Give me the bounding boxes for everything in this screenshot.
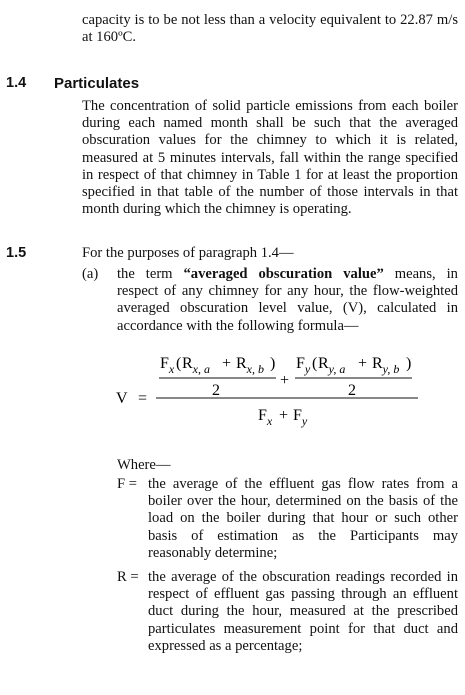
formula-r-ya [318,355,345,376]
r-symbol: R [236,355,247,372]
section-1-4-number: 1.4 [6,75,27,91]
formula-f-y [296,355,311,376]
r-symbol: R [318,355,329,372]
formula-r-yb [372,355,399,376]
r-xa-subscript: x, a [192,362,210,376]
f-x-subscript: x [168,362,175,376]
item-a-text [117,266,458,335]
item-a-text-before: the term [117,266,184,282]
formula-equals: = [138,390,148,407]
formula-denom-f-x [258,407,273,428]
formula-open-paren-1: ( [176,355,182,372]
formula-denominator-1: 2 [212,382,220,399]
item-a-text-after: means, in respect of any chimney for any hour, the flow-weighted averaged obscuration level value, (V), calculated in accordance with the following formula— [117,266,458,334]
r-yb-subscript: y, b [382,362,400,376]
section-1-5-intro: For the purposes of paragraph 1.4— [82,245,294,261]
section-1-5-number: 1.5 [6,245,27,261]
where-label: Where— [117,457,171,473]
formula-close-paren-2: ) [406,355,412,372]
f-symbol: F [258,407,267,424]
averaged-obscuration-formula [112,340,442,440]
definition-r-term: R = [117,569,139,585]
f-symbol: F [293,407,302,424]
formula-close-paren-1: ) [270,355,276,372]
formula-r-xb [236,355,264,376]
formula-plus-inner-1: + [222,355,232,372]
item-a-term: “averaged obscuration value” [183,266,384,282]
formula-open-paren-2: ( [312,355,318,372]
formula-plus-middle: + [280,372,290,389]
formula-denom-plus: + [279,407,289,424]
section-1-4-title: Particulates [54,75,140,92]
section-1-4-body: The concentration of solid particle emissions from each boiler during each named month shall be such that the averaged obscuration values for the chimney to which it is related, measured at 5 minutes intervals, fall within the range specified in respect of that chimney in Table 1 for at least the proportion specified in that table of the number of those intervals in that month during which the chimney is operating. [82,98,458,218]
definition-f-term: F = [117,476,137,492]
formula-denominator-2: 2 [348,382,356,399]
formula-svg [112,340,442,440]
f-symbol: F [160,355,169,372]
definition-f-text: the average of the effluent gas flow rates from a boiler over the hour, determined on the basis of the load on the boiler during that hour or such other basis of estimation as the Participants may reasonably determine; [148,476,458,561]
item-a-marker: (a) [82,266,99,282]
r-ya-subscript: y, a [328,362,346,376]
formula-lhs: V [116,390,128,407]
r-symbol: R [372,355,383,372]
denom-f-y-subscript: y [301,414,308,428]
f-symbol: F [296,355,305,372]
denom-f-x-subscript: x [266,414,273,428]
formula-f-x [160,355,175,376]
formula-plus-inner-2: + [358,355,368,372]
formula-denom-f-y [293,407,308,428]
r-symbol: R [182,355,193,372]
definition-r-text: the average of the obscuration readings recorded in respect of effluent gas passing through an effluent duct during the hour, measured at the prescribed particulates measurement point for that duct and expressed as a percentage; [148,569,458,654]
formula-r-xa [182,355,210,376]
f-y-subscript: y [304,362,311,376]
continuation-paragraph: capacity is to be not less than a velocity equivalent to 22.87 m/s at 160ºC. [82,12,458,46]
r-xb-subscript: x, b [246,362,264,376]
